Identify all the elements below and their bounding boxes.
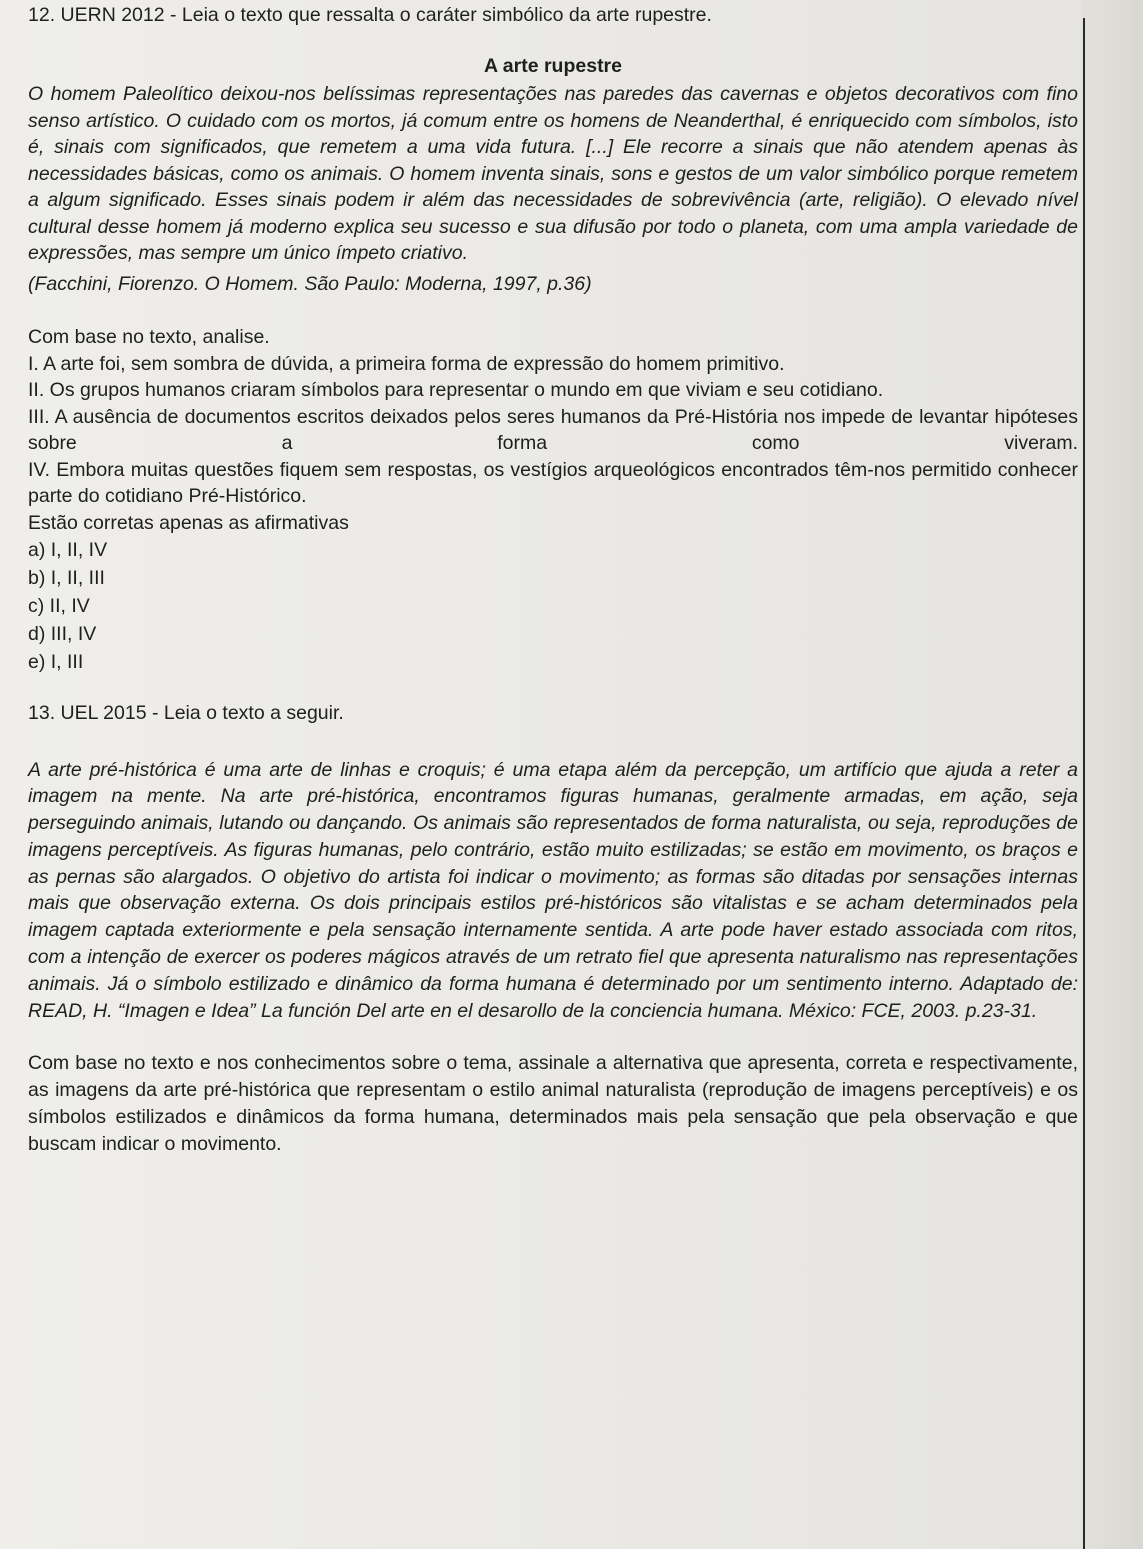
q12-choices <box>28 536 1078 676</box>
choice-e: e) I, III <box>28 651 84 673</box>
q12-header: 12. UERN 2012 - Leia o texto que ressalta o caráter simbólico da arte rupestre. <box>28 4 712 26</box>
q12-statement-2: II. Os grupos humanos criaram símbolos para representar o mundo em que viviam e seu cotidiano. <box>28 379 884 401</box>
choice-b: b) I, II, III <box>28 567 105 589</box>
q12-passage: O homem Paleolítico deixou-nos belíssimas representações nas paredes das cavernas e objetos decorativos com fino senso artístico. O cuidado com os mortos, já comum entre os homens de Neanderthal, é enriquecido com símbolos, isto é, sinais com significados, que remetem a uma vida futura. [...] Ele recorre a sinais que não atendem apenas às necessidades básicas, como os animais. O homem inventa sinais, sons e gestos de um valor simbólico porque remetem a algum significado. Esses sinais podem ir além das necessidades de sobrevivência (arte, religião). O elevado nível cultural desse homem já moderno explica seu sucesso e sua difusão por todo o planeta, com uma ampla variedade de expressões, mas sempre um único ímpeto criativo. <box>28 83 1078 264</box>
q12-statement-4: IV. Embora muitas questões fiquem sem respostas, os vestígios arqueológicos encontrados têm-nos permitido conhecer parte do cotidiano Pré-Histórico. <box>28 458 1078 507</box>
choice-d: d) III, IV <box>28 623 97 645</box>
q12-prompt: Com base no texto, analise. <box>28 326 270 348</box>
margin-rule <box>1083 18 1085 1549</box>
q12-title: A arte rupestre <box>484 54 622 77</box>
q13-header: 13. UEL 2015 - Leia o texto a seguir. <box>28 702 344 724</box>
document-content <box>28 0 1078 1177</box>
q12-statement-3: III. A ausência de documentos escritos deixados pelos seres humanos da Pré-História nos impede de levantar hipóteses sobre a forma como viveram. <box>28 405 1078 454</box>
page-edge-shadow <box>1081 0 1143 1549</box>
q13-passage: A arte pré-histórica é uma arte de linhas e croquis; é uma etapa além da percepção, um artifício que ajuda a reter a imagem na mente. Na arte pré-histórica, encontramos figuras humanas, geralmente armadas, em ação, seja perseguindo animais, lutando ou dançando. Os animais são representados de forma naturalista, ou seja, reproduções de imagens perceptíveis. As figuras humanas, pelo contrário, estão muito estilizadas; se estão em movimento, os braços e as pernas são alargados. O objetivo do artista foi indicar o movimento; as formas são ditadas por sensações internas mais que observação externa. Os dois principais estilos pré-históricos são vitalistas e se acham determinados pela imagem captada exteriormente e pela sensação internamente sentida. A arte pode haver estado associada com ritos, com a intenção de exercer os poderes mágicos através de um retrato fiel que apresenta naturalismo nas representações animais. Já o símbolo estilizado e dinâmico da forma humana é determinado por um sentimento interno. Adaptado de: READ, H. “Imagen e Idea” La función Del arte en el desarollo de la conciencia humana. México: FCE, 2003. p.23-31. <box>28 758 1078 1022</box>
q12-choices-intro: Estão corretas apenas as afirmativas <box>28 511 349 534</box>
choice-a: a) I, II, IV <box>28 539 108 561</box>
q13-prompt: Com base no texto e nos conhecimentos sobre o tema, assinale a alternativa que apresenta, correta e respectivamente, as imagens da arte pré-histórica que representam o estilo animal naturalista (reprodução de imagens perceptíveis) e os símbolos estilizados e dinâmicos da forma humana, determinados mais pela sensação que pela observação e que buscam indicar o movimento. <box>28 1052 1078 1155</box>
choice-c: c) II, IV <box>28 595 90 617</box>
q12-statement-1: I. A arte foi, sem sombra de dúvida, a primeira forma de expressão do homem primitivo. <box>28 352 785 375</box>
q12-source: (Facchini, Fiorenzo. O Homem. São Paulo: Moderna, 1997, p.36) <box>28 272 592 295</box>
